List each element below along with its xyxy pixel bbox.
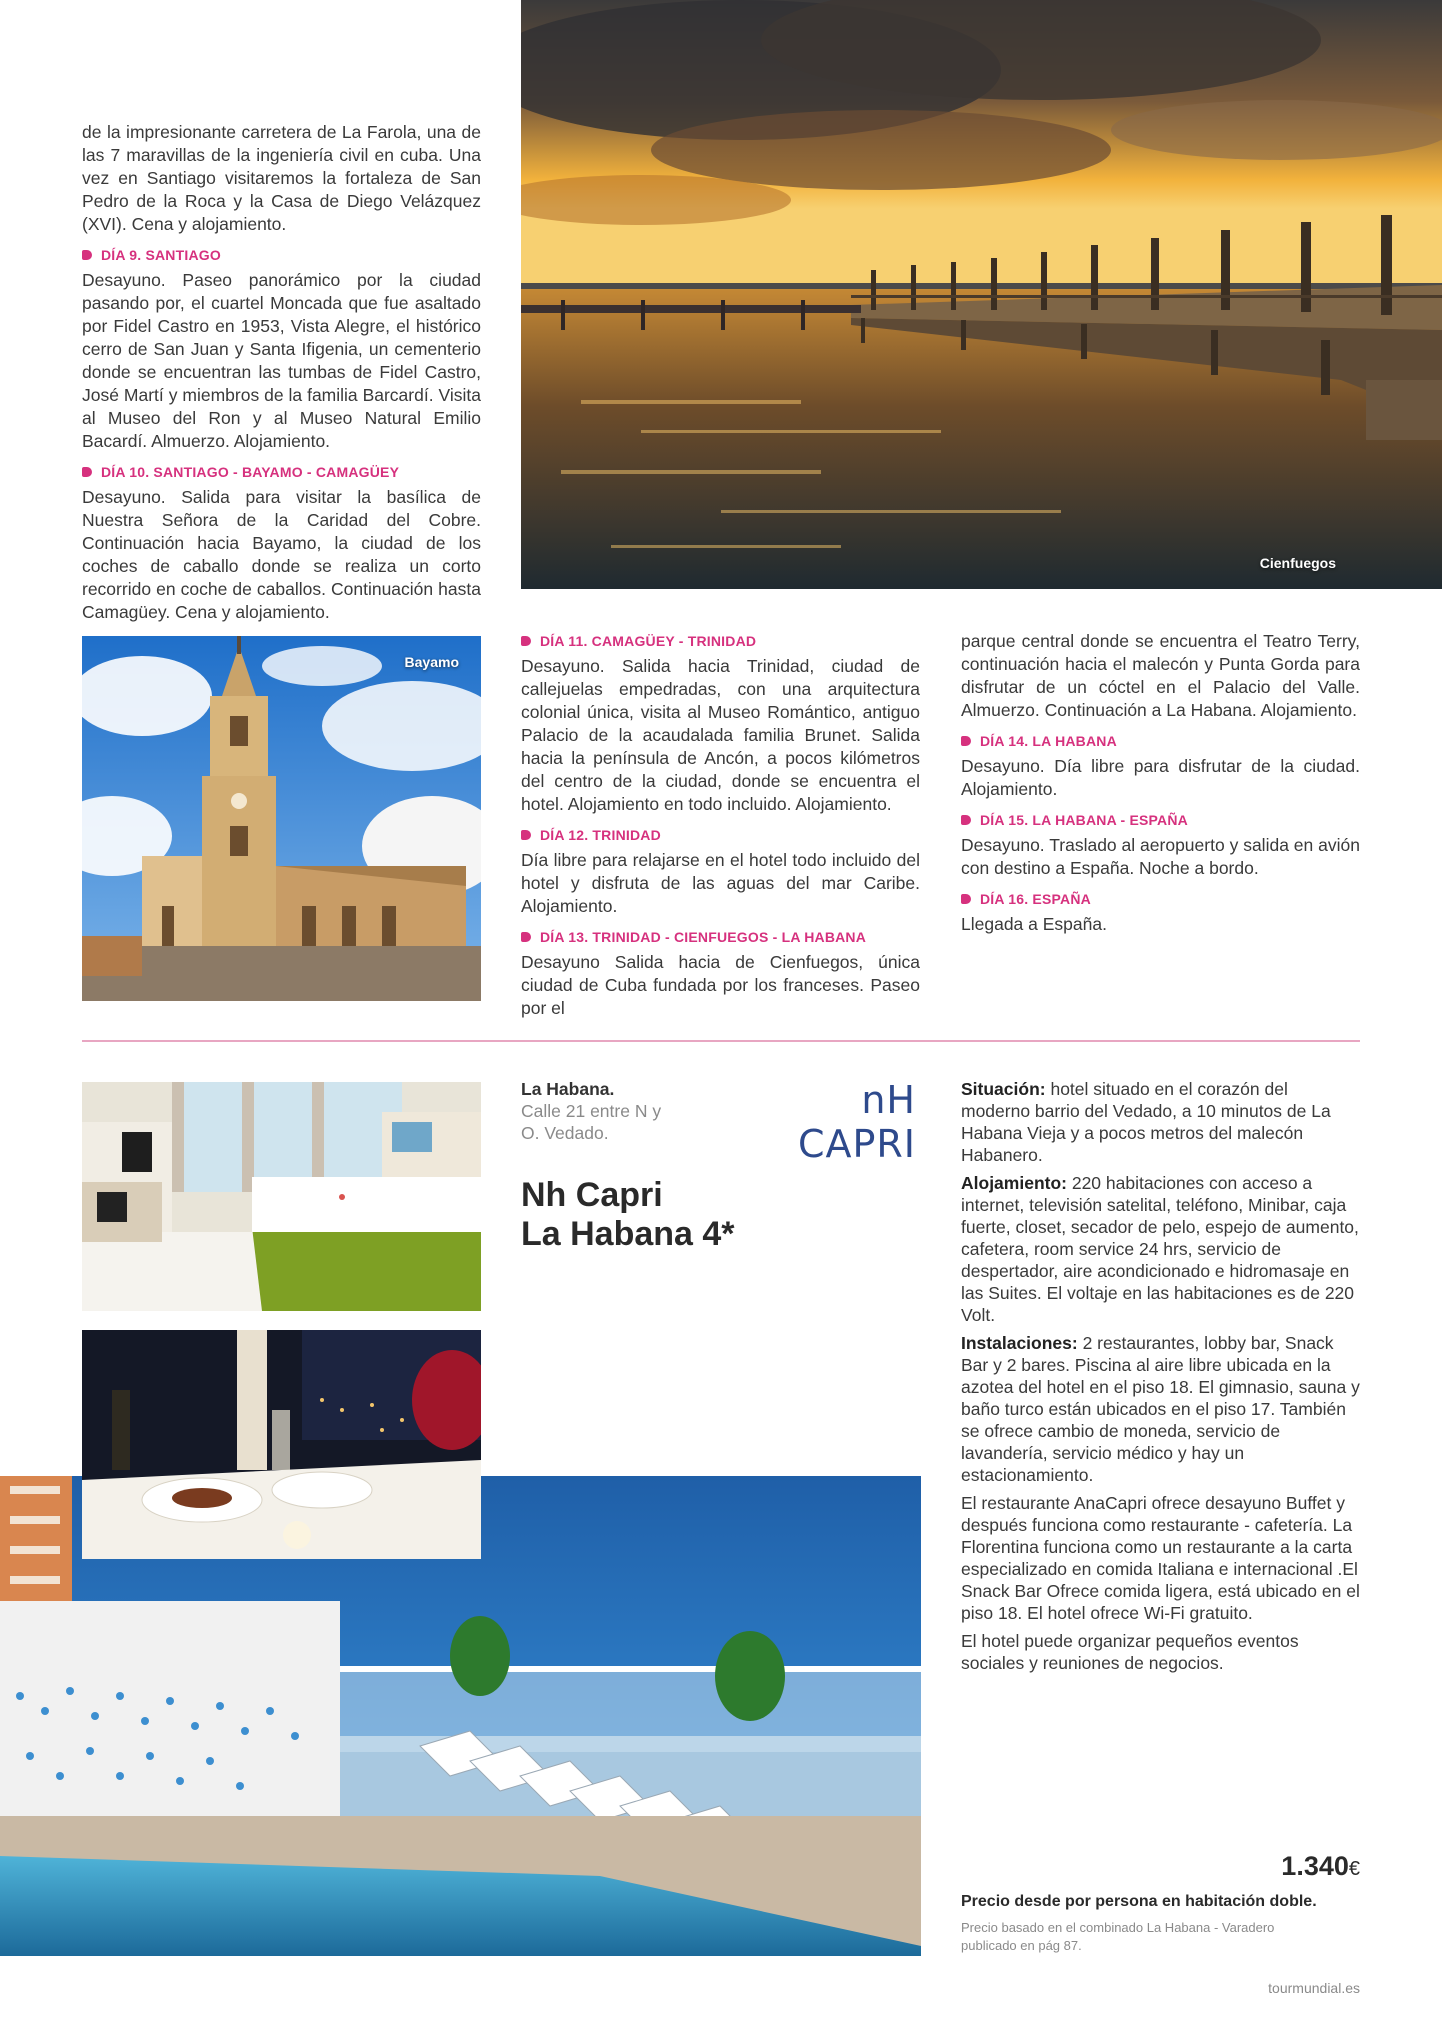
- alojamiento-label: Alojamiento:: [961, 1173, 1067, 1193]
- hotel-dinner-photo: [82, 1330, 481, 1559]
- situacion-text: hotel situado en el corazón del moderno barrio del Vedado, a 10 minutos de La Habana Vieja y a pocos metros del malecón Habanero.: [961, 1079, 1331, 1165]
- day-title: DÍA 12. TRINIDAD: [540, 827, 661, 843]
- marker-icon: [961, 815, 971, 825]
- events-paragraph: El hotel puede organizar pequeños eventos sociales y reuniones de negocios.: [961, 1631, 1299, 1673]
- marker-icon: [961, 736, 971, 746]
- day-text: Desayuno. Paseo panorámico por la ciudad pasando por, el cuartel Moncada que fue asaltado por Fidel Castro en 1953, Vista Alegre, el histórico cerro de San Juan y Santa Ifigenia, un cementerio donde se encuentran las tumbas de Fidel Castro, José Martí y miembros de la familia Barcardí. Visita al Museo del Ron y al Museo Natural Emilio Bacardí. Almuerzo. Alojamiento.: [82, 270, 481, 451]
- day-15: [961, 809, 1360, 880]
- continuation-text: parque central donde se encuentra el Teatro Terry, continuación hacia el malecón y Punta Gorda para disfrutar de un cóctel en el Palacio del Valle. Almuerzo. Continuación a La Habana. Alojamiento.: [961, 631, 1360, 720]
- hotel-name-line1: Nh Capri: [521, 1176, 663, 1214]
- marker-icon: [82, 250, 92, 260]
- itinerary-right-column: [961, 630, 1360, 944]
- day-title: DÍA 13. TRINIDAD - CIENFUEGOS - LA HABANA: [540, 929, 867, 945]
- day-16: [961, 888, 1360, 936]
- price-amount-row: [961, 1850, 1360, 1885]
- hotel-address-line1: Calle 21 entre N y: [521, 1101, 662, 1121]
- sunset-pier-illustration: [521, 0, 1442, 589]
- intro-text: de la impresionante carretera de La Farola, una de las 7 maravillas de la ingeniería civil en cuba. Una vez en Santiago visitaremos la fortaleza de San Pedro de la Roca y la Casa de Diego Velázquez (XVI). Cena y alojamiento.: [82, 122, 481, 234]
- day-title: DÍA 10. SANTIAGO - BAYAMO - CAMAGÜEY: [101, 464, 400, 480]
- alojamiento-text: 220 habitaciones con acceso a internet, televisión satelital, teléfono, Minibar, caja fuerte, closet, secador de pelo, espejo de aumento, cafetera, room service 24 hrs, servicio de despertador, aire acondicionado e hidromasaje en las Suites. El voltaje en las habitaciones es de 220 Volt.: [961, 1173, 1359, 1325]
- marker-icon: [521, 636, 531, 646]
- intro-column: [82, 121, 481, 632]
- day-text: Día libre para relajarse en el hotel todo incluido del hotel y disfruta de las aguas del mar Caribe. Alojamiento.: [521, 850, 920, 916]
- hotel-address-block: [521, 1078, 721, 1144]
- hotel-logo: nH CAPRI: [797, 1078, 916, 1166]
- day-text: Desayuno. Salida para visitar la basílica de Nuestra Señora de la Caridad del Cobre. Continuación hacia Bayamo, la ciudad de los coches de caballo donde se realiza un corto recorrido en coche de caballos. Continuación hasta Camagüey. Cena y alojamiento.: [82, 487, 481, 622]
- situacion-paragraph: [961, 1078, 1360, 1166]
- instalaciones-text: 2 restaurantes, lobby bar, Snack Bar y 2 bares. Piscina al aire libre ubicada en la azotea del hotel en el piso 18. El gimnasio, sauna y baño turco están ubicados en el piso 17. También se ofrece cambio de moneda, servicio de lavandería, servicio médico y hay un estacionamiento.: [961, 1333, 1360, 1485]
- day-title: DÍA 16. ESPAÑA: [980, 891, 1091, 907]
- bedroom-illustration: [82, 1082, 481, 1311]
- day-title: DÍA 9. SANTIAGO: [101, 247, 221, 263]
- restaurant-paragraph: El restaurante AnaCapri ofrece desayuno Buffet y después funciona como restaurante - cafetería. La Florentina funciona como un restaurante a la carta especializado en comida Italiana e internacional .El Snack Bar Ofrece comida ligera, está ubicado en el piso 18. El hotel ofrece Wi-Fi gratuito.: [961, 1493, 1360, 1623]
- instalaciones-label: Instalaciones:: [961, 1333, 1078, 1353]
- price-label: Precio desde por persona en habitación doble.: [961, 1893, 1317, 1910]
- marker-icon: [521, 932, 531, 942]
- price-amount: 1.340: [1281, 1851, 1349, 1881]
- hotel-room-photo: [82, 1082, 481, 1311]
- hotel-address-line2: O. Vedado.: [521, 1123, 609, 1143]
- day-12: [521, 824, 920, 918]
- day-text: Desayuno. Día libre para disfrutar de la ciudad. Alojamiento.: [961, 756, 1360, 799]
- day-title: DÍA 14. LA HABANA: [980, 733, 1117, 749]
- itinerary-middle-column: [521, 630, 920, 1028]
- price-currency: €: [1348, 1858, 1360, 1880]
- dinner-illustration: [82, 1330, 481, 1559]
- hotel-details: [961, 1078, 1360, 1674]
- situacion-label: Situación:: [961, 1079, 1046, 1099]
- marker-icon: [961, 894, 971, 904]
- day-text: Desayuno Salida hacia de Cienfuegos, única ciudad de Cuba fundada por los franceses. Paseo por el: [521, 952, 920, 1018]
- hotel-name-line2: La Habana 4*: [521, 1215, 735, 1253]
- hotel-name: [521, 1176, 901, 1254]
- day-text: Desayuno. Salida hacia Trinidad, ciudad de callejuelas empedradas, con una arquitectura colonial única, visita al Museo Romántico, antiguo Palacio de la acaudalada familia Brunet. Salida hacia la península de Ancón, a pocos kilómetros del centro de la ciudad, donde se encuentra el hotel. Alojamiento en todo incluido. Alojamiento.: [521, 656, 920, 814]
- bayamo-photo: [82, 636, 481, 1001]
- marker-icon: [521, 830, 531, 840]
- day-title: DÍA 11. CAMAGÜEY - TRINIDAD: [540, 633, 757, 649]
- alojamiento-paragraph: [961, 1172, 1360, 1326]
- hotel-city: La Habana.: [521, 1079, 615, 1099]
- marker-icon: [82, 467, 92, 477]
- day-11: [521, 630, 920, 816]
- day-10: [82, 461, 481, 624]
- church-illustration: [82, 636, 481, 1001]
- day-text: Llegada a España.: [961, 914, 1107, 934]
- day-9: [82, 244, 481, 453]
- price-block: [961, 1850, 1360, 1955]
- day-title: DÍA 15. LA HABANA - ESPAÑA: [980, 812, 1188, 828]
- price-note: Precio basado en el combinado La Habana - Varadero publicado en pág 87.: [961, 1920, 1275, 1953]
- section-divider: [82, 1040, 1360, 1042]
- cienfuegos-caption: Cienfuegos: [1259, 555, 1336, 571]
- footer-site: tourmundial.es: [1268, 1980, 1360, 1996]
- day-text: Desayuno. Traslado al aeropuerto y salida en avión con destino a España. Noche a bordo.: [961, 835, 1360, 878]
- bayamo-caption: Bayamo: [404, 654, 459, 670]
- instalaciones-paragraph: [961, 1332, 1360, 1486]
- day-13: [521, 926, 920, 1020]
- day-14: [961, 730, 1360, 801]
- cienfuegos-photo: [521, 0, 1442, 589]
